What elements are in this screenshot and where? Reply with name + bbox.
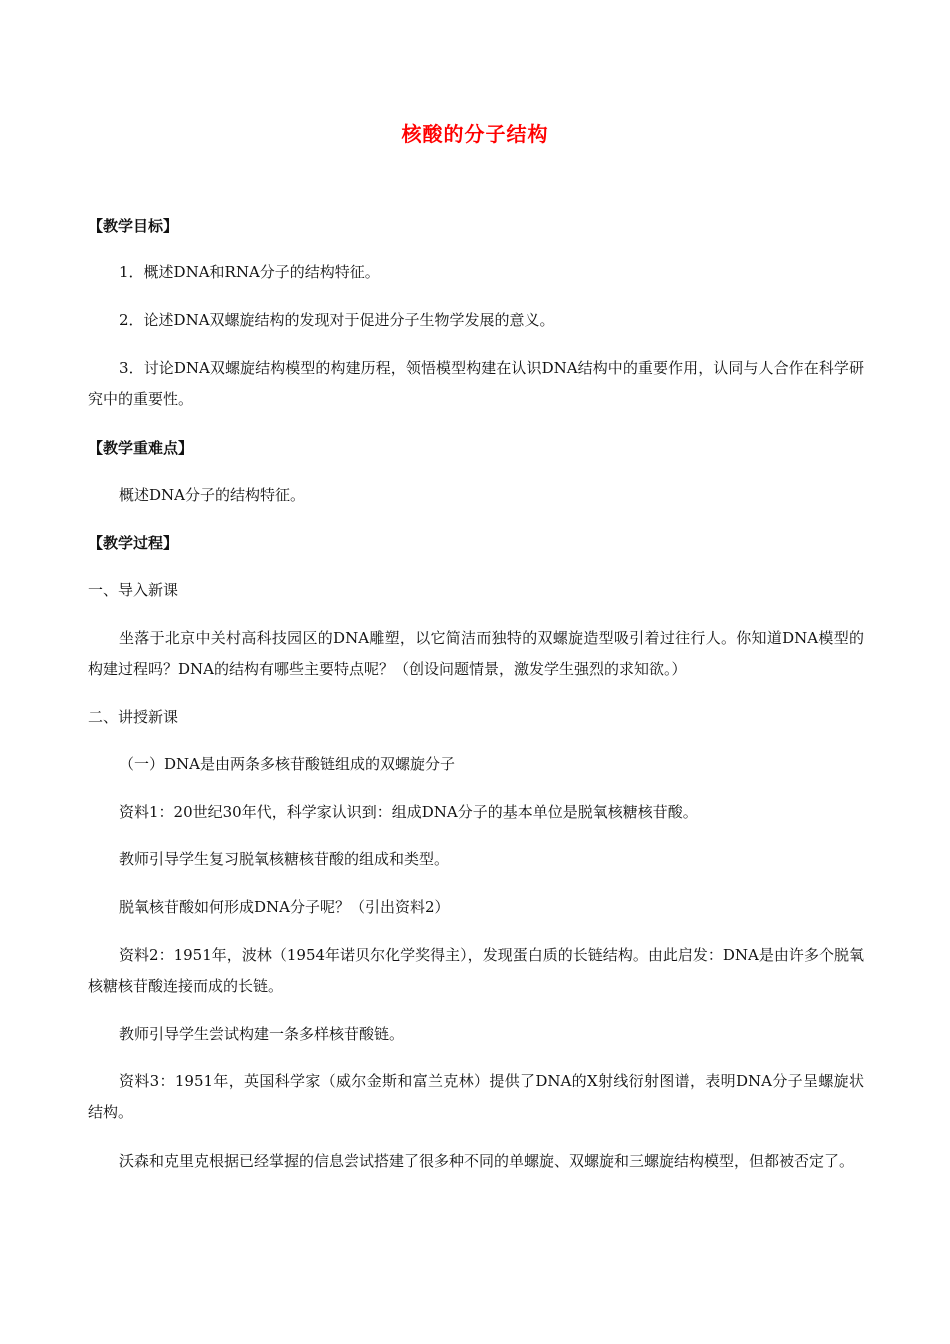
part1-heading: 一、导入新课 xyxy=(88,581,179,599)
teacher-note-1: 教师引导学生复习脱氧核糖核苷酸的组成和类型。 xyxy=(119,850,450,868)
process-heading: 【教学过程】 xyxy=(88,534,179,552)
teacher-note-2: 教师引导学生尝试构建一条多样核苷酸链。 xyxy=(119,1025,405,1043)
objective-2: 2．论述DNA双螺旋结构的发现对于促进分子生物学发展的意义。 xyxy=(119,311,555,329)
keypoints-heading: 【教学重难点】 xyxy=(88,439,194,457)
part2-heading: 二、讲授新课 xyxy=(88,708,179,726)
objectives-heading: 【教学目标】 xyxy=(88,217,179,235)
subsection-1-heading: （一）DNA是由两条多核苷酸链组成的双螺旋分子 xyxy=(119,755,455,773)
material-1: 资料1：20世纪30年代，科学家认识到：组成DNA分子的基本单位是脱氧核糖核苷酸。 xyxy=(119,803,698,821)
objective-1: 1．概述DNA和RNA分子的结构特征。 xyxy=(119,263,380,281)
part1-paragraph: 坐落于北京中关村高科技园区的DNA雕塑，以它简洁而独特的双螺旋造型吸引着过往行人。你知道DNA模型的构建过程吗？DNA的结构有哪些主要特点呢？（创设问题情景，激发学生强烈的求知欲。） xyxy=(88,629,864,678)
material-2: 资料2：1951年，波林（1954年诺贝尔化学奖得主），发现蛋白质的长链结构。由此启发：DNA是由许多个脱氧核糖核苷酸连接而成的长链。 xyxy=(88,946,864,995)
objective-3: 3．讨论DNA双螺旋结构模型的构建历程，领悟模型构建在认识DNA结构中的重要作用，认同与人合作在科学研究中的重要性。 xyxy=(88,359,864,408)
watson-crick-paragraph: 沃森和克里克根据已经掌握的信息尝试搭建了很多种不同的单螺旋、双螺旋和三螺旋结构模型，但都被否定了。 xyxy=(119,1152,855,1170)
document-title: 核酸的分子结构 xyxy=(401,122,549,146)
keypoint-1: 概述DNA分子的结构特征。 xyxy=(119,486,305,504)
question-1: 脱氧核苷酸如何形成DNA分子呢？（引出资料2） xyxy=(119,898,450,916)
material-3: 资料3：1951年，英国科学家（威尔金斯和富兰克林）提供了DNA的X射线衍射图谱，表明DNA分子呈螺旋状结构。 xyxy=(88,1072,864,1121)
